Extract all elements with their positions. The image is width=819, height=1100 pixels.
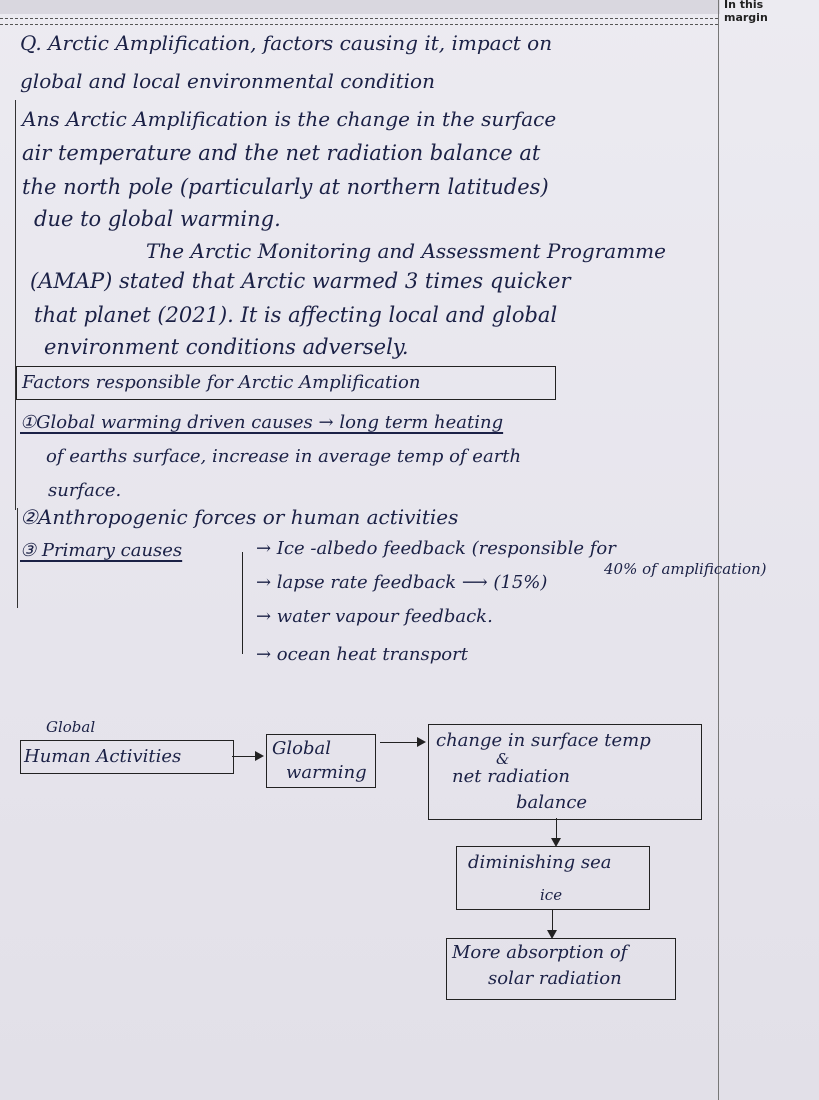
header-dashed-line bbox=[0, 18, 718, 19]
flow-absorption-line: solar radiation bbox=[488, 968, 622, 989]
primary-cause: → Ice -albedo feedback (responsible for bbox=[256, 538, 616, 559]
flow-change-line: balance bbox=[516, 792, 588, 813]
flow-label-global: Global bbox=[46, 718, 96, 736]
flow-sea-ice-line: diminishing sea bbox=[468, 852, 612, 873]
flow-change-line: change in surface temp bbox=[436, 730, 651, 751]
factor-item-1-line: surface. bbox=[48, 480, 122, 501]
flow-arrow bbox=[556, 818, 557, 844]
answer-line: environment conditions adversely. bbox=[44, 335, 409, 359]
flow-global-warming-line: warming bbox=[286, 762, 367, 783]
causes-bracket-line bbox=[242, 552, 243, 654]
factor-item-3-lead: ③ Primary causes bbox=[20, 540, 183, 561]
answer-line: due to global warming. bbox=[34, 207, 281, 231]
flow-arrow bbox=[380, 742, 424, 743]
flow-human-activities: Human Activities bbox=[24, 746, 182, 767]
factor-item-1-line: of earths surface, increase in average temp of earth bbox=[46, 446, 522, 467]
flow-absorption-line: More absorption of bbox=[452, 942, 628, 963]
factors-heading: Factors responsible for Arctic Amplification bbox=[22, 372, 421, 393]
question-line: Q. Arctic Amplification, factors causing it, impact on bbox=[20, 31, 553, 55]
answer-left-rule bbox=[15, 100, 16, 510]
primary-cause: → lapse rate feedback ⟶ (15%) bbox=[256, 572, 548, 593]
factor-item-2: ②Anthropogenic forces or human activities bbox=[20, 505, 459, 529]
primary-cause: → ocean heat transport bbox=[256, 644, 468, 665]
factor-item-1-line: ①Global warming driven causes → long term heating bbox=[20, 412, 504, 433]
primary-cause-note: 40% of amplification) bbox=[604, 560, 767, 578]
flow-arrow bbox=[232, 756, 262, 757]
margin-note-line: margin bbox=[724, 11, 768, 24]
margin-note bbox=[724, 0, 804, 24]
answer-line: Ans Arctic Amplification is the change in the surface bbox=[22, 107, 557, 131]
answer-line: (AMAP) stated that Arctic warmed 3 times quicker bbox=[30, 269, 571, 293]
answer-line: that planet (2021). It is affecting local and global bbox=[34, 303, 558, 327]
factors-left-rule bbox=[17, 508, 18, 608]
flow-global-warming-line: Global bbox=[272, 738, 331, 759]
primary-cause: → water vapour feedback. bbox=[256, 606, 493, 627]
answer-line: The Arctic Monitoring and Assessment Programme bbox=[146, 239, 666, 263]
answer-line: air temperature and the net radiation balance at bbox=[22, 141, 541, 165]
question-line: global and local environmental condition bbox=[20, 69, 435, 93]
header-dashed-line bbox=[0, 24, 718, 25]
margin-note-line: In this bbox=[724, 0, 764, 11]
answer-line: the north pole (particularly at northern latitudes) bbox=[22, 175, 549, 199]
header-strip bbox=[0, 0, 720, 14]
flow-sea-ice-line: ice bbox=[540, 886, 563, 904]
flow-arrow bbox=[552, 910, 553, 936]
flow-change-amp: & bbox=[496, 750, 510, 768]
flow-change-line: net radiation bbox=[452, 766, 570, 787]
margin-line bbox=[718, 0, 719, 1100]
